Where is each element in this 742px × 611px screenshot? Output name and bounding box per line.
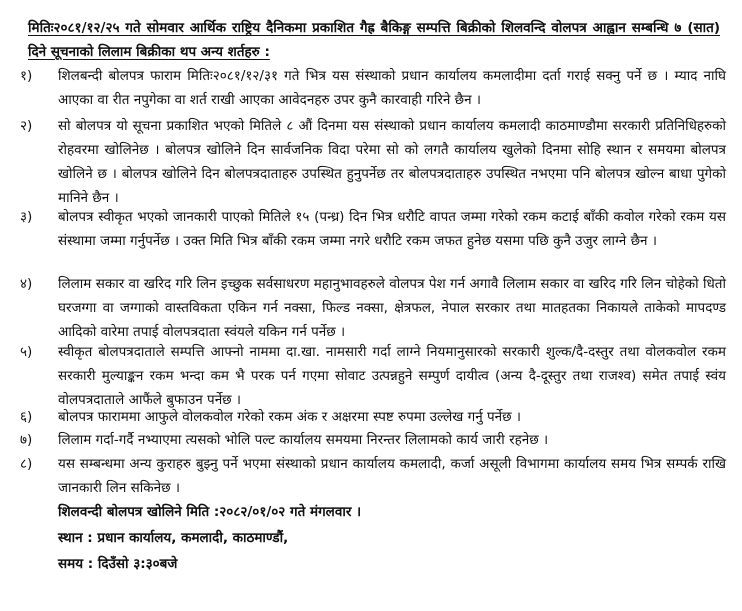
item-text: लिलाम सकार वा खरिद गरि लिन इच्छुक सर्वसाधरण महानुभावहरुले वोलपत्र पेश गर्न अगावै लिलाम सकार वा खरिद गरि लिन चोहेको धितो घरजग्गा वा जग्गाको वास्तविकता एकिन गर्न नक्सा, फिल्ड नक्सा, क्षेत्रफल, नेपाल सरकार तथा मातहतका निकायले ताकेको मापदण्ड आदिको वारेमा तपाई वोलपत्रदाता स्वंयले यकिन गर्न पर्नेछ । bbox=[58, 276, 726, 340]
condition-item-7 bbox=[20, 428, 726, 452]
item-text: सो बोलपत्र यो सूचना प्रकाशित भएको मितिले ८ औं दिनमा यस संस्थाको प्रधान कार्यालय कमलादी काठमाण्डौमा सरकारी प्रतिनिधिहरुको रोहवरमा खोलिनेछ । बोलपत्र खोलिने दिन सार्वजनिक विदा परेमा सो को लगतै कार्यालय खुलेको दिनमा सोहि स्थान र समयमा बोलपत्र खोलिने छ । बोलपत्र खोलिने दिन बोलपत्रदाताहरु उपस्थित हुनुपर्नेछ तर बोलपत्रदाताहरु उपस्थित नभएमा पनि बोलपत्र खोल्न बाधा पुगेको मानिने छैन । bbox=[58, 118, 726, 206]
item-text: यस सम्बन्धमा अन्य कुराहरु बुझ्नु पर्ने भएमा संस्थाको प्रधान कार्यालय कमलादी, कर्जा असूली विभागमा कार्यालय समय भित्र सम्पर्क राखि जानकारी लिन सकिनेछ । bbox=[58, 456, 727, 496]
tender-time: समय : दिउँसो ३:३०बजे bbox=[58, 556, 178, 572]
item-number: ४) bbox=[20, 276, 33, 292]
item-number: १) bbox=[20, 68, 33, 84]
item-number: ८) bbox=[20, 456, 33, 472]
condition-item-1 bbox=[20, 64, 726, 112]
condition-item-8 bbox=[20, 452, 726, 500]
item-number: ३) bbox=[20, 209, 33, 225]
item-text: बोलपत्र स्वीकृत भएको जानकारी पाएको मितिले १५ (पन्ध्र) दिन भित्र धरौटि वापत जम्मा गरेको रकम कटाई बाँकी कवोल गरेको रकम यस संस्थामा जम्मा गर्नुपर्नेछ । उक्त मिति भित्र बाँकी रकम जम्मा नगरे धरौटि रकम जफत हुनेछ यसमा पछि कुनै उजुर लाग्ने छैन । bbox=[58, 209, 726, 249]
item-text: स्वीकृत बोलपत्रदाताले सम्पत्ति आफ्नो नाममा दा.खा. नामसारी गर्दा लाग्ने नियमानुसारको सरकारी शुल्क/दै-दस्तुर तथा वोलकवोल रकम सरकारी मुल्याङ्कन रकम भन्दा कम भै परक पर्न गएमा सोवाट उत्पन्नहुने सम्पुर्ण दायीत्व (अन्य दै-दूस्तुर तथा राजश्व) समेत तपाई स्वंय वोलपत्रदाताले आफैंले बुफाउन पर्नेछ । bbox=[58, 344, 726, 408]
condition-item-5 bbox=[20, 340, 726, 412]
item-text: लिलाम गर्दा-गर्दै नभ्याएमा त्यसको भोलि पल्ट कार्यालय समयमा निरन्तर लिलामको कार्य जारी रहनेछ । bbox=[58, 432, 549, 448]
item-number: २) bbox=[20, 118, 33, 134]
condition-item-2 bbox=[20, 114, 726, 210]
condition-item-3 bbox=[20, 205, 726, 253]
item-number: ५) bbox=[20, 344, 33, 360]
item-number: ६) bbox=[20, 409, 33, 425]
item-text: शिलबन्दी बोलपत्र फाराम मितिः२०८१/१२/३१ गते भित्र यस संस्थाको प्रधान कार्यालय कमलादीमा दर्ता गराई सक्नु पर्ने छ । म्याद नाघि आएका वा रीत नपुगेका वा शर्त राखी आएका आवेदनहरु उपर कुनै कारवाही गरिने छैन । bbox=[58, 68, 726, 108]
tender-place: स्थान : प्रधान कार्यालय, कमलादी, काठमाण्डौं, bbox=[58, 530, 289, 546]
tender-opening-date: शिलवन्दी बोलपत्र खोलिने मिति :२०८२/०१/०२ गते मंगलवार । bbox=[58, 504, 362, 520]
condition-item-6 bbox=[20, 405, 726, 429]
notice-title: मितिः२०८१/१२/२५ गते सोमवार आर्थिक राष्ट्रिय दैनिकमा प्रकाशित गैह्र बैकिङ्ग सम्पत्ति बिक्रीको शिलवन्दि वोलपत्र आह्वान सम्बन्धि ७ (सात) दिने सूचनाको लिलाम बिक्रीका थप अन्य शर्तहरु : bbox=[28, 20, 720, 60]
item-text: बोलपत्र फाराममा आफुले वोलकवोल गरेको रकम अंक र अक्षरमा स्पष्ट रुपमा उल्लेख गर्नु पर्नेछ । bbox=[58, 409, 522, 425]
condition-item-4 bbox=[20, 272, 726, 344]
item-number: ७) bbox=[20, 432, 33, 448]
